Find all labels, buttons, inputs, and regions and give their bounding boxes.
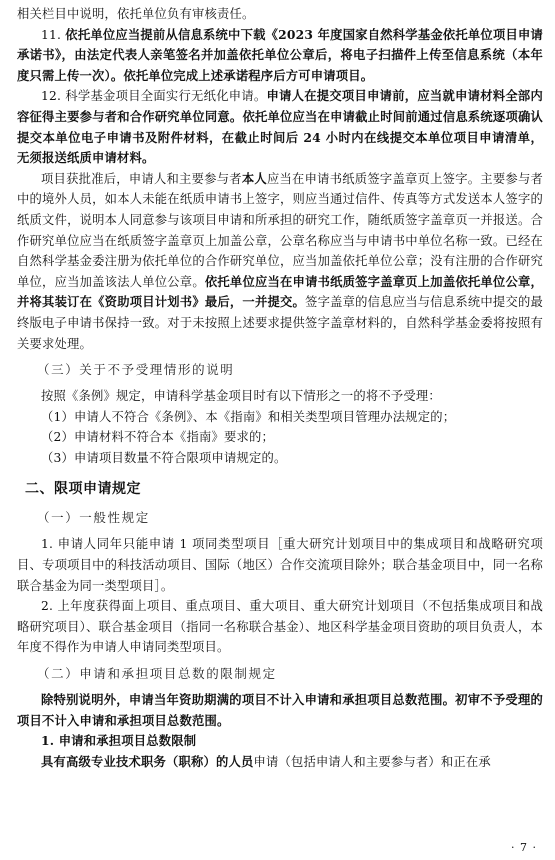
section-heading-total-limits: （二）申请和承担项目总数的限制规定 [37, 666, 277, 682]
paragraph-rejection-intro: 按照《条例》规定，申请科学基金项目时有以下情形之一的将不予受理： [41, 389, 441, 404]
list-item: （2）申请材料不符合本《指南》要求的； [41, 430, 274, 445]
section-heading-rejection: （三）关于不予受理情形的说明 [37, 362, 235, 378]
paragraph-rule-2: 2. 上年度获得面上项目、重点项目、重大项目、重大研究计划项目（不包括集成项目和战略研究项目）、联合基金项目（指同一名称联合基金）、地区科学基金项目资助的项目负责人，本年度不得作为申请人申请同类型项目。 [17, 599, 543, 655]
list-item: （3）申请项目数量不符合限项申请规定的。 [41, 450, 287, 465]
paragraph-audit-note: 相关栏目中说明，依托单位负有审核责任。 [17, 7, 255, 21]
section-heading-general: （一）一般性规定 [37, 510, 150, 526]
paragraph-senior-staff: 具有高级专业技术职务（职称）的人员申请（包括申请人和主要参与者）和正在承 [41, 753, 491, 769]
document-body [0, 4, 555, 772]
page-number: · 7 · [511, 841, 537, 854]
paragraph-item-11: 11. 依托单位应当提前从信息系统中下载《2023 年度国家自然科学基金依托单位项目申请承诺书》，由法定代表人亲笔签名并加盖依托单位公章后，将电子扫描件上传至信息系统（本年度只需上传一次）。依托单位完成上述承诺程序后方可申请项目。 [17, 26, 543, 83]
paragraph-item-12: 12. 科学基金项目全面实行无纸化申请。申请人在提交项目申请前，应当就申请材料全部内容征得主要参与者和合作研究单位同意。依托单位应当在申请截止时间前通过信息系统逐项确认提交本单位电子申请书及附件材料，在截止时间后 24 小时内在线提交本单位项目申请清单，无须报送纸质申请材料。 [17, 88, 544, 166]
list-item: （1）申请人不符合《条例》、本《指南》和相关类型项目管理办法规定的； [41, 409, 456, 424]
chapter-heading-limits: 二、限项申请规定 [25, 481, 141, 498]
paragraph-subheading-total: 1. 申请和承担项目总数限制 [41, 733, 197, 749]
paragraph-rule-1: 1. 申请人同年只能申请 1 项同类型项目［重大研究计划项目中的集成项目和战略研究项目、专项项目中的科技活动项目、国际（地区）合作交流项目除外；联合基金项目中，同一名称联合基金为同一类型项目］。 [17, 537, 543, 593]
paragraph-signature-requirements: 项目获批准后，申请人和主要参与者本人应当在申请书纸质签字盖章页上签字。主要参与者中的境外人员，如本人未能在纸质申请书上签字，则应当通过信件、传真等方式发送本人签字的纸质文件，说明本人同意参与该项目申请和所承担的研究工作，随纸质签字盖章页一并报送。合作研究单位应当在纸质签字盖章页上加盖公章，公章名称应当与申请书中单位名称一致。已经在自然科学基金委注册为依托单位的合作研究单位，应当加盖依托单位公章；没有注册的合作研究单位，应当加盖该法人单位公章。依托单位应当在申请书纸质签字盖章页上加盖依托单位公章，并将其装订在《资助项目计划书》最后，一并提交。签字盖章的信息应当与信息系统中提交的最终版电子申请书保持一致。对于未按照上述要求提供签字盖章材料的，自然科学基金委将按照有关要求处理。 [17, 170, 544, 351]
paragraph-total-note: 除特别说明外，申请当年资助期满的项目不计入申请和承担项目总数范围。初审不予受理的项目不计入申请和承担项目总数范围。 [17, 692, 543, 728]
